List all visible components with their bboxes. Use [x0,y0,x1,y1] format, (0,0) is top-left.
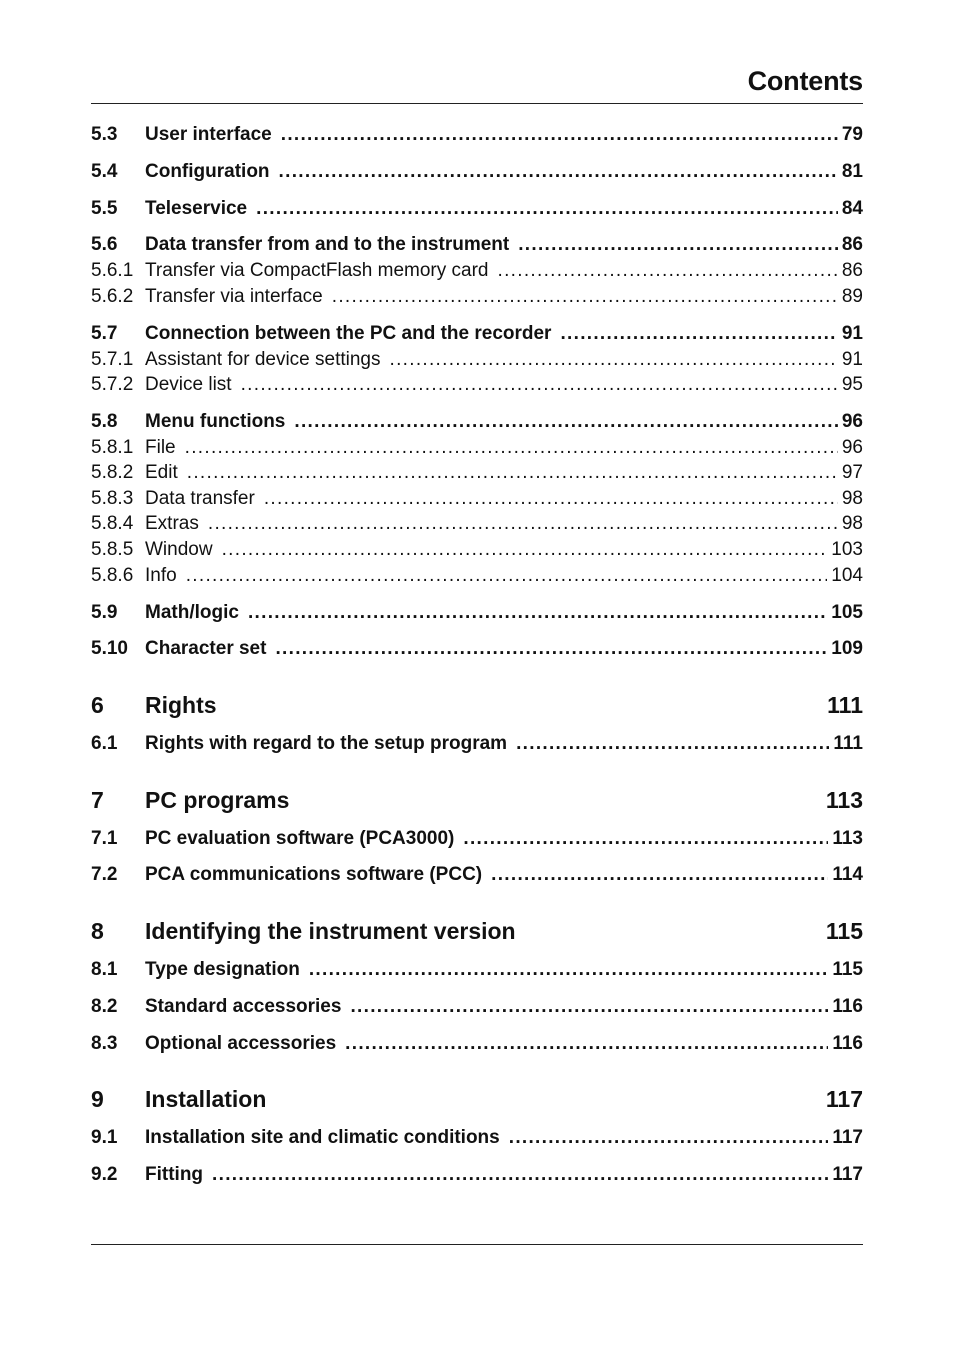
toc-entry-number: 5.8.1 [91,437,134,458]
toc-entry-number: 7.1 [91,828,118,849]
toc-entry-number: 5.7.1 [91,349,134,370]
dot-leader [294,411,837,433]
toc-entry-title: Assistant for device settings [145,349,381,370]
toc-entry-number: 7.2 [91,864,118,885]
toc-entry-number: 5.8.3 [91,488,134,509]
toc-entry-number: 8.1 [91,959,118,980]
toc-entry[interactable] [91,260,863,282]
toc-entry-number: 5.7 [91,323,118,344]
toc-entry[interactable] [91,462,863,484]
toc-entry-page: 89 [841,286,863,307]
dot-leader [281,124,838,146]
toc-entry-page: 117 [832,1164,863,1185]
toc-entry[interactable] [91,602,863,624]
toc-entry-number: 5.7.2 [91,374,134,395]
toc-entry[interactable] [91,349,863,371]
toc-entry-number: 9.1 [91,1127,118,1148]
toc-entry-title: Type designation [145,959,300,980]
toc-entry-number: 5.6.1 [91,260,134,281]
toc-entry-page: 84 [841,198,863,219]
toc-entry-title: Transfer via CompactFlash memory card [145,260,489,281]
dot-leader [518,234,838,256]
toc-entry[interactable] [91,437,863,459]
toc-entry-title: Connection between the PC and the recorder [145,323,552,344]
toc-entry[interactable] [91,513,863,535]
toc-entry-title: File [145,437,176,458]
toc-entry-page: 103 [831,539,863,560]
toc-entry-page: 86 [841,234,863,255]
dot-leader [248,602,827,624]
toc-entry-page: 95 [841,374,863,395]
toc-entry-page: 114 [832,864,863,885]
toc-entry-number: 5.3 [91,124,118,145]
toc-entry-number: 6 [91,692,104,718]
toc-entry-title: Info [145,565,177,586]
dot-leader [498,260,838,282]
toc-entry[interactable] [91,198,863,220]
toc-entry-title: Device list [145,374,232,395]
dot-leader [350,996,828,1018]
toc-entry-page: 98 [841,488,863,509]
toc-entry-number: 5.8.5 [91,539,134,560]
toc-entry-number: 8.3 [91,1033,118,1054]
toc-entry-page: 91 [841,323,863,344]
toc-entry-number: 5.8 [91,411,118,432]
dot-leader [345,1033,828,1055]
toc-entry-page: 111 [827,692,863,718]
toc-entry[interactable] [91,1127,863,1149]
toc-entry[interactable] [91,1033,863,1055]
toc-entry-title: PC programs [145,787,290,813]
toc-entry-number: 5.6 [91,234,118,255]
toc-entry[interactable] [91,161,863,183]
toc-entry-page: 115 [832,959,863,980]
toc-entry-page: 109 [831,638,863,659]
dot-leader [186,565,828,587]
dot-leader [256,198,838,220]
toc-entry-number: 8 [91,918,104,944]
toc-entry-title: Menu functions [145,411,286,432]
toc-entry[interactable] [91,488,863,510]
toc-entry-title: Transfer via interface [145,286,323,307]
toc-entry-title: User interface [145,124,272,145]
dot-leader [185,437,838,459]
toc-entry-title: Extras [145,513,199,534]
toc-entry-page: 104 [831,565,863,586]
toc-entry-number: 9.2 [91,1164,118,1185]
toc-entry-page: 113 [832,828,863,849]
toc-entry-page: 105 [831,602,863,623]
toc-entry-number: 7 [91,787,104,813]
toc-entry-title: Installation site and climatic conditions [145,1127,500,1148]
dot-leader [332,286,838,308]
dot-leader [208,513,838,535]
toc-entry-page: 91 [841,349,863,370]
toc-entry-title: Math/logic [145,602,239,623]
dot-leader [187,462,838,484]
toc-entry-title: PCA communications software (PCC) [145,864,483,885]
dot-leader [516,733,829,755]
toc-entry-title: Teleservice [145,198,248,219]
toc-entry[interactable] [91,374,863,396]
dot-leader [241,374,838,396]
dot-leader [264,488,838,510]
toc-chapter-entry[interactable] [91,1086,863,1113]
toc-entry-page: 79 [841,124,863,145]
toc-entry-title: Standard accessories [145,996,342,1017]
dot-leader [491,864,828,886]
toc-entry-page: 97 [841,462,863,483]
toc-entry[interactable] [91,959,863,981]
toc-entry-page: 117 [825,1086,863,1112]
toc-entry[interactable] [91,323,863,345]
toc-entry-title: Data transfer [145,488,255,509]
dot-leader [279,161,838,183]
dot-leader [222,539,828,561]
toc-entry-title: Optional accessories [145,1033,337,1054]
dot-leader [390,349,838,371]
toc-entry[interactable] [91,565,863,587]
toc-entry-page: 98 [841,513,863,534]
dot-leader [463,828,828,850]
toc-entry-number: 5.9 [91,602,118,623]
toc-entry-number: 5.10 [91,638,128,659]
toc-entry-number: 5.6.2 [91,286,134,307]
toc-entry-title: Fitting [145,1164,204,1185]
toc-entry[interactable] [91,286,863,308]
toc-entry-title: Window [145,539,213,560]
dot-leader [309,959,829,981]
toc-entry-page: 113 [825,787,863,813]
toc-entry[interactable] [91,539,863,561]
toc-entry-title: Character set [145,638,267,659]
toc-entry-title: Identifying the instrument version [145,918,516,944]
dot-leader [212,1164,828,1186]
toc-entry-number: 8.2 [91,996,118,1017]
toc-entry-number: 5.4 [91,161,118,182]
dot-leader [560,323,837,345]
toc-chapter-entry[interactable] [91,787,863,814]
toc-entry-title: Edit [145,462,178,483]
toc-entry-title: PC evaluation software (PCA3000) [145,828,455,849]
toc-entry[interactable] [91,996,863,1018]
toc-entry-page: 81 [841,161,863,182]
toc-entry-page: 115 [825,918,863,944]
toc-entry-title: Configuration [145,161,270,182]
toc-entry-number: 5.8.4 [91,513,134,534]
page-title: Contents [747,66,863,96]
footer-divider [91,1244,863,1245]
toc-entry-number: 6.1 [91,733,118,754]
toc-entry-page: 116 [832,1033,863,1054]
dot-leader [509,1127,829,1149]
toc-entry-page: 96 [841,437,863,458]
toc-entry-title: Rights [145,692,217,718]
toc-entry-title: Installation [145,1086,267,1112]
toc-entry[interactable] [91,828,863,850]
toc-entry[interactable] [91,638,863,660]
toc-entry-title: Rights with regard to the setup program [145,733,508,754]
toc-chapter-entry[interactable] [91,692,863,719]
toc-entry-title: Data transfer from and to the instrument [145,234,510,255]
toc-entry[interactable] [91,234,863,256]
toc-entry[interactable] [91,733,863,755]
toc-entry[interactable] [91,864,863,886]
toc-entry-page: 116 [832,996,863,1017]
toc-entry-number: 5.8.6 [91,565,134,586]
dot-leader [275,638,827,660]
toc-entry-page: 96 [841,411,863,432]
toc-entry-page: 117 [832,1127,863,1148]
toc-entry-number: 9 [91,1086,104,1112]
toc-entry-number: 5.8.2 [91,462,134,483]
toc-entry-page: 111 [833,733,863,754]
toc-entry[interactable] [91,124,863,146]
toc-entry-number: 5.5 [91,198,118,219]
toc-entry[interactable] [91,411,863,433]
toc-entry-page: 86 [841,260,863,281]
toc-chapter-entry[interactable] [91,918,863,945]
toc-entry[interactable] [91,1164,863,1186]
